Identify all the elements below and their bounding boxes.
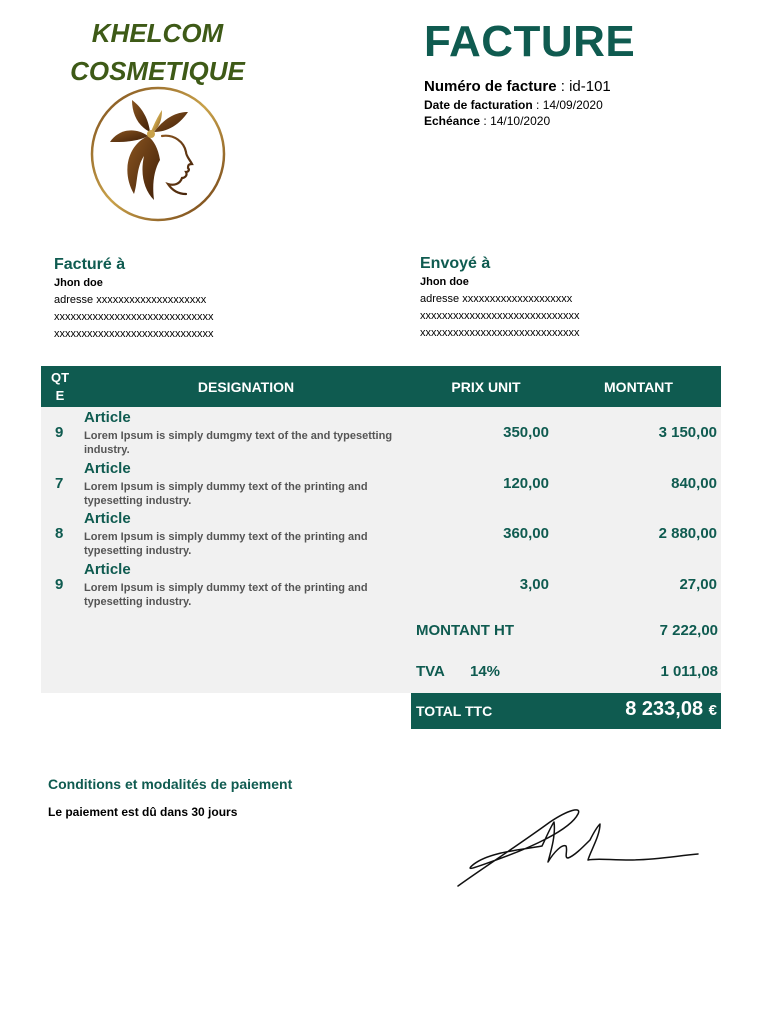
tax-value: 1 011,08 bbox=[660, 663, 718, 680]
table-row bbox=[41, 508, 721, 558]
signature-image bbox=[450, 800, 710, 895]
grand-total-amount: 8 233,08 bbox=[625, 698, 704, 720]
subtotal-label: MONTANT HT bbox=[416, 622, 515, 639]
invoice-due-label: Echéance bbox=[424, 114, 481, 128]
row-description: Lorem Ipsum is simply dummy text of the printing and typesetting industry. bbox=[84, 481, 368, 507]
row-description: Lorem Ipsum is simply dumgmy text of the and typesetting industry. bbox=[84, 430, 393, 456]
billed-to-title: Facturé à bbox=[54, 256, 126, 273]
header-unit-price: PRIX UNIT bbox=[451, 378, 521, 395]
currency-symbol: € bbox=[708, 702, 717, 719]
row-article-title: Article bbox=[84, 409, 131, 426]
row-qty: 8 bbox=[55, 525, 64, 542]
billed-to-line2: xxxxxxxxxxxxxxxxxxxxxxxxxxxxx bbox=[54, 311, 214, 323]
row-unit-price: 360,00 bbox=[503, 525, 549, 542]
table-row bbox=[41, 407, 721, 457]
row-description: Lorem Ipsum is simply dummy text of the printing and typesetting industry. bbox=[84, 582, 368, 608]
invoice-due-value: 14/10/2020 bbox=[490, 114, 551, 128]
separator: : bbox=[536, 98, 543, 112]
header-qte-line1: QT bbox=[50, 369, 70, 385]
payment-terms-text: Le paiement est dû dans 30 jours bbox=[48, 805, 238, 819]
header-designation: DESIGNATION bbox=[197, 378, 295, 395]
row-amount: 840,00 bbox=[671, 475, 717, 492]
tax-rate: 14% bbox=[470, 663, 501, 680]
row-amount: 3 150,00 bbox=[658, 424, 717, 441]
row-amount: 27,00 bbox=[679, 576, 717, 593]
invoice-number-value: id-101 bbox=[569, 78, 611, 95]
row-qty: 9 bbox=[55, 576, 64, 593]
shipped-to-line1: adresse xxxxxxxxxxxxxxxxxxxx bbox=[420, 293, 573, 305]
header-amount: MONTANT bbox=[604, 378, 673, 395]
row-article-title: Article bbox=[84, 561, 131, 578]
header-qte bbox=[41, 366, 79, 407]
invoice-number bbox=[424, 78, 611, 95]
billed-to-line1: adresse xxxxxxxxxxxxxxxxxxxx bbox=[54, 294, 207, 306]
row-article-title: Article bbox=[84, 510, 131, 527]
billed-to-block bbox=[54, 256, 314, 343]
company-name-line2: COSMETIQUE bbox=[70, 56, 245, 86]
company-name bbox=[60, 14, 255, 90]
row-description: Lorem Ipsum is simply dummy text of the printing and typesetting industry. bbox=[84, 531, 368, 557]
separator: : bbox=[560, 78, 570, 95]
row-amount: 2 880,00 bbox=[658, 525, 717, 542]
row-article-title: Article bbox=[84, 460, 131, 477]
table-body bbox=[41, 407, 721, 693]
row-qty: 9 bbox=[55, 424, 64, 441]
row-unit-price: 350,00 bbox=[503, 424, 549, 441]
table-header bbox=[41, 366, 721, 407]
invoice-due-date bbox=[424, 114, 550, 128]
invoice-date bbox=[424, 98, 603, 112]
shipped-to-title: Envoyé à bbox=[420, 255, 491, 272]
woman-flower-logo-icon bbox=[88, 86, 228, 222]
subtotal-value: 7 222,00 bbox=[659, 622, 718, 639]
invoice-date-label: Date de facturation bbox=[424, 98, 533, 112]
row-unit-price: 3,00 bbox=[519, 576, 549, 593]
shipped-to-line3: xxxxxxxxxxxxxxxxxxxxxxxxxxxxx bbox=[420, 327, 580, 339]
grand-total-label: TOTAL TTC bbox=[416, 703, 493, 719]
table-row bbox=[41, 458, 721, 508]
invoice-number-label: Numéro de facture bbox=[424, 78, 557, 95]
table-row bbox=[41, 559, 721, 609]
tax-label: TVA bbox=[416, 663, 445, 680]
invoice-title: FACTURE bbox=[424, 17, 636, 66]
row-unit-price: 120,00 bbox=[503, 475, 549, 492]
grand-total-value bbox=[625, 698, 717, 721]
billed-to-line3: xxxxxxxxxxxxxxxxxxxxxxxxxxxxx bbox=[54, 328, 214, 340]
grand-total-box bbox=[411, 693, 721, 729]
shipped-to-line2: xxxxxxxxxxxxxxxxxxxxxxxxxxxxx bbox=[420, 310, 580, 322]
company-name-line1: KHELCOM bbox=[91, 18, 224, 48]
payment-terms-title: Conditions et modalités de paiement bbox=[48, 776, 293, 792]
billed-to-name: Jhon doe bbox=[54, 277, 103, 289]
row-qty: 7 bbox=[55, 475, 64, 492]
separator: : bbox=[483, 114, 491, 128]
shipped-to-name: Jhon doe bbox=[420, 276, 469, 288]
shipped-to-block bbox=[420, 255, 680, 342]
header-qte-line2: E bbox=[55, 387, 65, 403]
invoice-date-value: 14/09/2020 bbox=[542, 98, 603, 112]
